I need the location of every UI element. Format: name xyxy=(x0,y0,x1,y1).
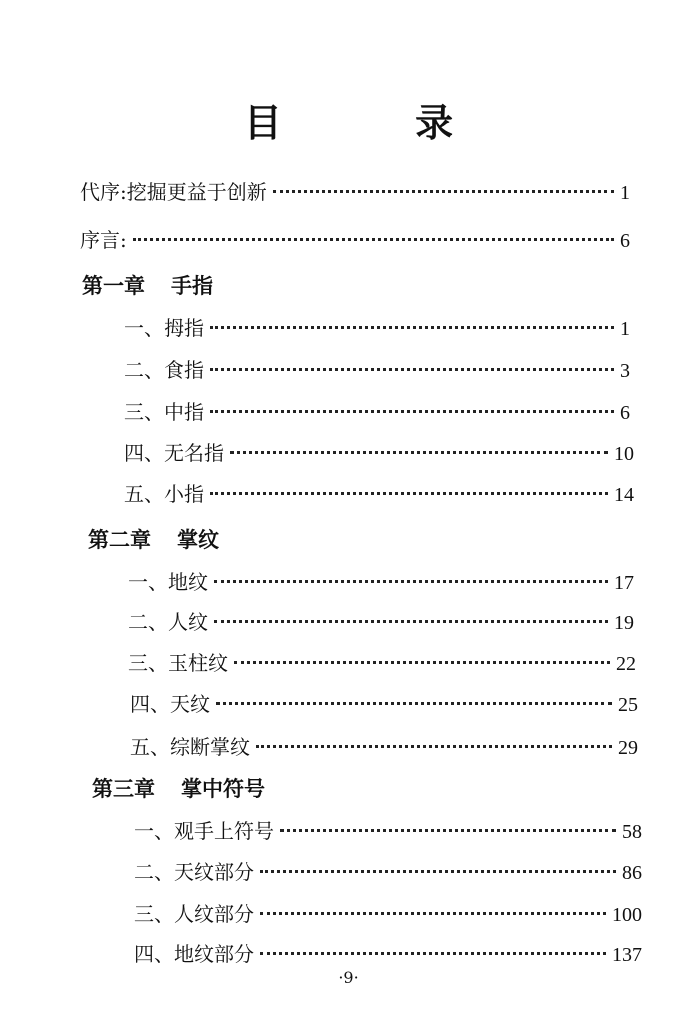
dot-leader xyxy=(234,661,610,664)
entry-label: 一、观手上符号 xyxy=(134,819,274,843)
entry-label: 序言: xyxy=(80,228,127,252)
entry-page: 6 xyxy=(620,402,630,424)
dot-leader xyxy=(210,410,614,413)
toc-entry xyxy=(124,437,634,466)
entry-label: 四、无名指 xyxy=(124,441,224,465)
entry-page: 1 xyxy=(620,318,630,340)
dot-leader xyxy=(210,368,614,371)
toc-entry xyxy=(134,856,642,885)
chapter-number: 第一章 xyxy=(82,274,145,298)
entry-page: 86 xyxy=(622,862,642,884)
dot-leader xyxy=(260,952,606,955)
entry-label: 三、中指 xyxy=(124,400,204,424)
toc-entry xyxy=(80,176,630,205)
entry-label: 二、天纹部分 xyxy=(134,860,254,884)
page-number-footer: ·9· xyxy=(338,968,359,987)
toc-entry xyxy=(130,688,638,717)
toc-entry xyxy=(128,606,634,635)
entry-page: 1 xyxy=(620,182,630,204)
entry-label: 二、人纹 xyxy=(128,610,208,634)
dot-leader xyxy=(210,326,614,329)
chapter-heading xyxy=(82,270,213,300)
entry-page: 6 xyxy=(620,230,630,252)
toc-entry xyxy=(130,731,638,760)
toc-entry xyxy=(80,224,630,253)
chapter-heading xyxy=(92,773,265,803)
entry-label: 三、玉柱纹 xyxy=(128,651,228,675)
entry-label: 五、小指 xyxy=(124,482,204,506)
dot-leader xyxy=(214,620,608,623)
dot-leader xyxy=(256,745,612,748)
toc-entry xyxy=(124,312,630,341)
chapter-title: 掌中符号 xyxy=(181,777,265,801)
entry-label: 二、食指 xyxy=(124,358,204,382)
chapter-number: 第二章 xyxy=(88,528,151,552)
toc-entry xyxy=(124,396,630,425)
entry-page: 58 xyxy=(622,821,642,843)
entry-page: 22 xyxy=(616,653,636,675)
toc-entry xyxy=(128,566,634,595)
dot-leader xyxy=(214,580,608,583)
toc-entry xyxy=(124,354,630,383)
dot-leader xyxy=(230,451,608,454)
entry-page: 25 xyxy=(618,694,638,716)
entry-label: 四、地纹部分 xyxy=(134,942,254,966)
entry-page: 19 xyxy=(614,612,634,634)
entry-page: 137 xyxy=(612,944,642,966)
entry-page: 100 xyxy=(612,904,642,926)
entry-label: 一、拇指 xyxy=(124,316,204,340)
chapter-title: 掌纹 xyxy=(177,528,219,552)
toc-entry xyxy=(134,938,642,967)
entry-label: 一、地纹 xyxy=(128,570,208,594)
dot-leader xyxy=(133,238,614,241)
dot-leader xyxy=(216,702,612,705)
dot-leader xyxy=(280,829,616,832)
toc-entry xyxy=(128,647,636,676)
chapter-title: 手指 xyxy=(171,274,213,298)
toc-entry xyxy=(134,898,642,927)
dot-leader xyxy=(273,190,614,193)
toc-entry xyxy=(124,478,634,507)
entry-page: 10 xyxy=(614,443,634,465)
entry-page: 17 xyxy=(614,572,634,594)
page-title: 目 录 xyxy=(243,100,514,145)
entry-label: 三、人纹部分 xyxy=(134,902,254,926)
dot-leader xyxy=(260,870,616,873)
dot-leader xyxy=(260,912,606,915)
chapter-number: 第三章 xyxy=(92,777,155,801)
entry-label: 四、天纹 xyxy=(130,692,210,716)
chapter-heading xyxy=(88,524,219,554)
toc-entry xyxy=(134,815,642,844)
entry-page: 14 xyxy=(614,484,634,506)
entry-page: 29 xyxy=(618,737,638,759)
entry-label: 五、综断掌纹 xyxy=(130,735,250,759)
entry-page: 3 xyxy=(620,360,630,382)
entry-label: 代序:挖掘更益于创新 xyxy=(80,180,267,204)
dot-leader xyxy=(210,492,608,495)
